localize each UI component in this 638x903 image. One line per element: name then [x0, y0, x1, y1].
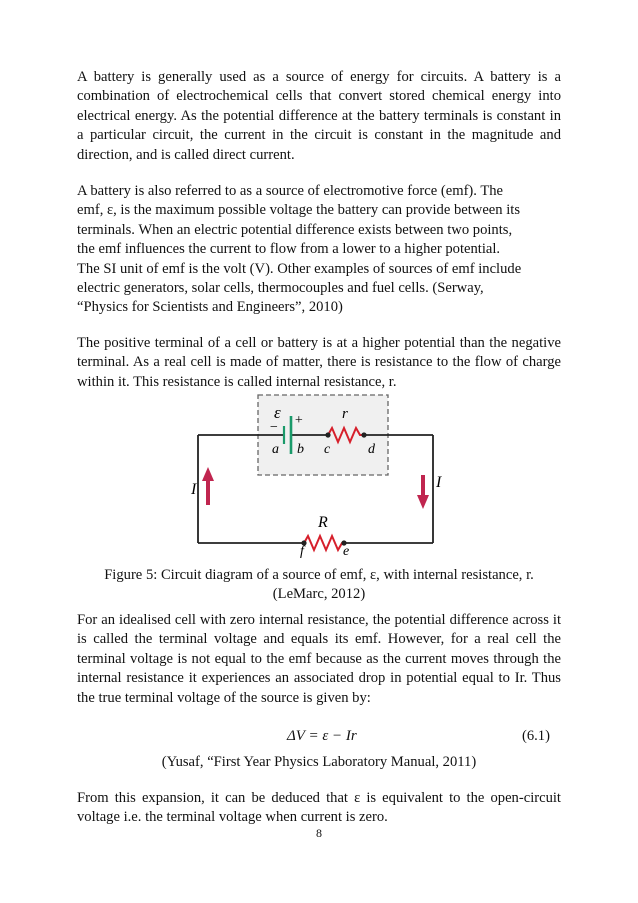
- circuit-diagram: [191, 393, 446, 559]
- equation-number: (6.1): [522, 728, 550, 744]
- label-plus: +: [294, 413, 304, 428]
- node-d: [361, 432, 366, 437]
- paragraph-open-circuit: From this expansion, it can be deduced that ε is equivalent to the open-circuit voltage i.e. the terminal voltage when current is zero.: [77, 790, 561, 826]
- label-b: b: [297, 442, 304, 457]
- current-arrow-left-head: [202, 467, 214, 481]
- label-current-left: I: [191, 481, 197, 498]
- figure-caption: Figure 5: Circuit diagram of a source of emf, ε, with internal resistance, r.: [104, 567, 534, 583]
- label-a: a: [272, 442, 279, 457]
- paragraph-terminal-voltage: For an idealised cell with zero internal resistance, the potential difference across it is called the terminal voltage and equals its emf. However, for a real cell the terminal voltage is not equal to the emf because as the current moves through the internal resistance it experiences an associated drop in potential equal to Ir. Thus the true terminal voltage of the source is given by:: [77, 612, 561, 706]
- paragraph-line: electric generators, solar cells, thermocouples and fuel cells. (Serway,: [77, 280, 484, 297]
- paragraph-line: terminals. When an electric potential difference exists between two points,: [77, 221, 513, 238]
- label-e: e: [343, 544, 350, 559]
- label-current-right: I: [436, 474, 442, 491]
- label-minus: −: [269, 420, 279, 435]
- paragraph-battery-intro: A battery is generally used as a source of energy for circuits. A battery is a combination of electrochemical cells that convert stored chemical energy into electrical energy. As the potential difference at the battery terminals is constant in a particular circuit, the current in the circuit is constant in the magnitude and direction, and is called direct current.: [77, 69, 561, 163]
- node-c: [325, 432, 330, 437]
- page-number: 8: [316, 826, 322, 840]
- equation-citation: (Yusaf, “First Year Physics Laboratory Manual, 2011): [161, 754, 477, 770]
- label-emf: ε: [274, 403, 281, 422]
- paragraph-line: “Physics for Scientists and Engineers”, 2010): [77, 299, 343, 316]
- equation-formula: ΔV = ε − Ir: [287, 728, 357, 744]
- load-resistor: [304, 536, 344, 550]
- paragraph-emf-definition: [77, 182, 561, 318]
- label-c: c: [324, 442, 331, 457]
- label-d: d: [368, 442, 375, 457]
- paragraph-internal-resistance: The positive terminal of a cell or battery is at a higher potential than the negative terminal. As a real cell is made of matter, there is resistance to the flow of charge within it. This resistance is called internal resistance, r.: [77, 335, 561, 390]
- paragraph-line: The SI unit of emf is the volt (V). Other examples of sources of emf include: [77, 260, 522, 277]
- current-arrow-right-head: [417, 495, 429, 509]
- label-f: f: [300, 544, 304, 559]
- paragraph-line: emf, ε, is the maximum possible voltage the battery can provide between its: [77, 202, 521, 219]
- figure-caption-citation: (LeMarc, 2012): [272, 586, 366, 602]
- paragraph-line: A battery is also referred to as a source of electromotive force (emf). The: [77, 183, 504, 199]
- label-r: r: [342, 406, 348, 422]
- paragraph-line: the emf influences the current to flow from a lower to a higher potential.: [77, 241, 501, 258]
- label-R: R: [318, 514, 328, 531]
